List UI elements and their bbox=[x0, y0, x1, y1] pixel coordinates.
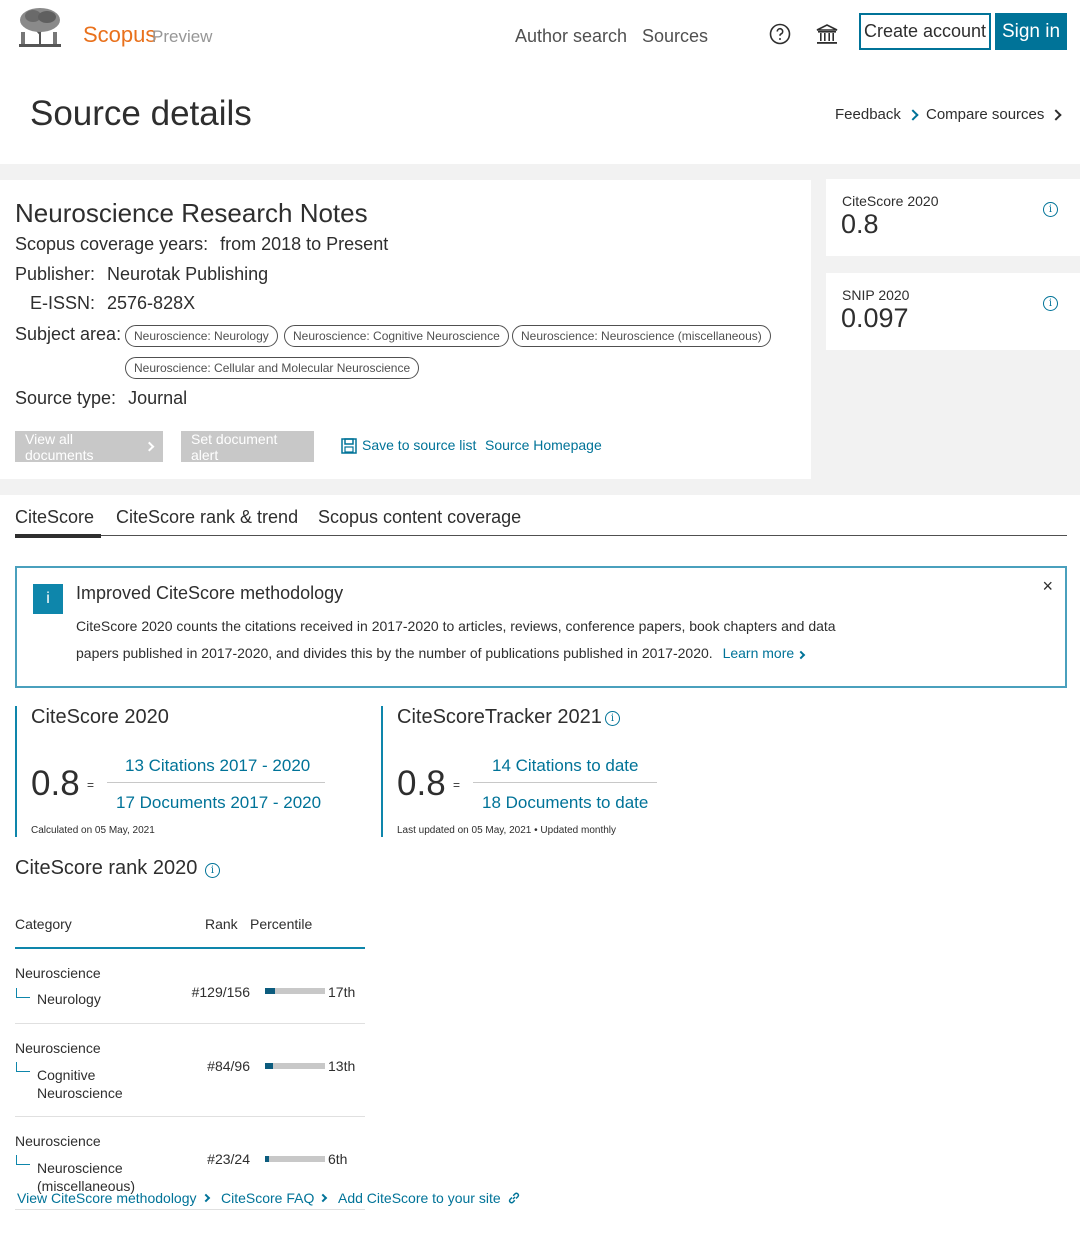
chevron-right-icon bbox=[319, 1194, 327, 1202]
tree-connector bbox=[16, 1155, 30, 1165]
fraction-line bbox=[107, 782, 325, 783]
tracker-documents-link[interactable]: 18 Documents to date bbox=[482, 793, 649, 812]
tab-citescore-rank-trend[interactable]: CiteScore rank & trend bbox=[116, 507, 299, 527]
chevron-right-icon bbox=[1051, 109, 1062, 120]
citations-link[interactable]: 13 Citations 2017 - 2020 bbox=[125, 756, 311, 775]
view-all-documents-label: View all documents bbox=[25, 430, 94, 463]
eissn-label: E-ISSN: bbox=[30, 293, 96, 313]
tree-connector bbox=[16, 1062, 30, 1072]
chevron-right-icon bbox=[145, 442, 155, 452]
citescore-metric-label: CiteScore 2020 bbox=[842, 193, 939, 209]
info-icon: i bbox=[33, 584, 63, 614]
citescore-calc-title: CiteScore 2020 bbox=[31, 706, 169, 728]
info-icon[interactable]: i bbox=[1043, 202, 1058, 217]
tracker-footnote: Last updated on 05 May, 2021 • Updated monthly bbox=[397, 825, 617, 836]
snip-metric-value: 0.097 bbox=[841, 303, 909, 333]
create-account-button[interactable]: Create account bbox=[859, 13, 991, 50]
subject-chip[interactable]: Neuroscience: Cellular and Molecular Neuroscience bbox=[125, 357, 419, 379]
percentile-bar bbox=[265, 1063, 325, 1069]
publisher-label: Publisher: bbox=[15, 264, 96, 284]
top-header bbox=[0, 0, 1080, 72]
source-homepage-link[interactable]: Source Homepage bbox=[485, 437, 602, 453]
subject-area-label: Subject area: bbox=[15, 324, 122, 344]
rank-subcategory: Neurology bbox=[37, 991, 101, 1007]
percentile-value: 13th bbox=[328, 1058, 356, 1074]
percentile-value: 6th bbox=[328, 1151, 348, 1167]
nav-author-search[interactable]: Author search bbox=[515, 26, 628, 46]
tracker-citations-link[interactable]: 14 Citations to date bbox=[492, 756, 639, 775]
learn-more-link[interactable] bbox=[723, 645, 804, 661]
percentile-fill bbox=[265, 1063, 273, 1069]
banner-text-line2 bbox=[76, 645, 804, 661]
feedback-label: Feedback bbox=[835, 106, 901, 123]
citescore-rank-title: CiteScore rank 2020 bbox=[15, 857, 198, 879]
chevron-right-icon bbox=[797, 651, 805, 659]
tab-scopus-content-coverage[interactable]: Scopus content coverage bbox=[318, 507, 522, 527]
add-citescore-link[interactable] bbox=[338, 1190, 521, 1206]
citescore-faq-link[interactable] bbox=[221, 1190, 326, 1206]
banner-title: Improved CiteScore methodology bbox=[76, 583, 344, 603]
rank-category: Neuroscience bbox=[15, 965, 101, 981]
rank-table-scroll[interactable] bbox=[15, 950, 365, 1194]
tracker-title: CiteScoreTracker 2021 bbox=[397, 706, 602, 728]
journal-title: Neuroscience Research Notes bbox=[15, 198, 368, 228]
fraction-line bbox=[473, 782, 657, 783]
tabs-divider bbox=[15, 535, 1067, 536]
compare-sources-link[interactable] bbox=[926, 106, 1060, 123]
info-icon[interactable]: i bbox=[605, 711, 620, 726]
percentile-bar bbox=[265, 1156, 325, 1162]
view-all-documents-button[interactable] bbox=[15, 431, 163, 462]
percentile-fill bbox=[265, 1156, 269, 1162]
citescore-tracker-block bbox=[381, 706, 721, 837]
save-to-source-list-link[interactable]: Save to source list bbox=[362, 437, 477, 453]
citescore-metric-value: 0.8 bbox=[841, 209, 879, 239]
rank-category: Neuroscience bbox=[15, 1133, 101, 1149]
tree-connector bbox=[16, 988, 30, 998]
active-tab-indicator bbox=[15, 534, 101, 538]
institution-icon[interactable] bbox=[815, 22, 839, 46]
percentile-value: 17th bbox=[328, 984, 356, 1000]
table-row bbox=[15, 1024, 365, 1117]
scopus-brand[interactable]: Scopus bbox=[83, 22, 157, 47]
subject-chip[interactable]: Neuroscience: Cognitive Neuroscience bbox=[284, 325, 509, 347]
elsevier-logo-icon[interactable] bbox=[15, 6, 65, 50]
banner-text-line1: CiteScore 2020 counts the citations received in 2017-2020 to articles, reviews, conference papers, book chapters and data bbox=[76, 618, 836, 634]
sign-in-button[interactable]: Sign in bbox=[995, 13, 1067, 50]
learn-more-label: Learn more bbox=[722, 645, 795, 661]
feedback-link[interactable] bbox=[835, 106, 917, 123]
add-citescore-label: Add CiteScore to your site bbox=[338, 1190, 501, 1206]
close-icon[interactable]: × bbox=[1042, 576, 1053, 596]
set-document-alert-button[interactable]: Set document alert bbox=[181, 431, 314, 462]
column-header-percentile: Percentile bbox=[250, 916, 313, 932]
coverage-value: from 2018 to Present bbox=[220, 234, 389, 254]
column-header-category: Category bbox=[15, 916, 72, 932]
rank-subcategory: Cognitive Neuroscience bbox=[37, 1067, 123, 1101]
link-icon bbox=[507, 1191, 521, 1205]
percentile-bar bbox=[265, 988, 325, 994]
view-methodology-label: View CiteScore methodology bbox=[17, 1190, 197, 1206]
source-type-value: Journal bbox=[128, 388, 188, 408]
tab-citescore[interactable]: CiteScore bbox=[15, 507, 95, 527]
citescore-metric-card bbox=[826, 179, 1080, 256]
help-icon[interactable] bbox=[768, 22, 792, 46]
citescore-faq-label: CiteScore FAQ bbox=[221, 1190, 315, 1206]
banner-text-line2-body: papers published in 2017-2020, and divides this by the number of publications published in 2017-2020. bbox=[76, 645, 713, 661]
rank-value: #23/24 bbox=[207, 1151, 250, 1167]
subject-chip[interactable]: Neuroscience: Neurology bbox=[125, 325, 278, 347]
citescore-calc-footnote: Calculated on 05 May, 2021 bbox=[31, 825, 155, 836]
rank-subcategory: Neuroscience (miscellaneous) bbox=[37, 1160, 136, 1194]
methodology-info-banner bbox=[15, 566, 1067, 688]
publisher-value: Neurotak Publishing bbox=[107, 264, 269, 284]
subject-chip[interactable]: Neuroscience: Neuroscience (miscellaneous) bbox=[512, 325, 771, 347]
equals-sign: = bbox=[453, 778, 461, 792]
column-header-rank: Rank bbox=[205, 916, 238, 932]
chevron-right-icon bbox=[907, 109, 918, 120]
rank-value: #84/96 bbox=[207, 1058, 250, 1074]
rank-value: #129/156 bbox=[191, 984, 250, 1000]
view-methodology-link[interactable] bbox=[17, 1190, 209, 1206]
snip-metric-card bbox=[826, 273, 1080, 350]
eissn bbox=[30, 293, 195, 314]
save-list-icon[interactable] bbox=[341, 438, 357, 454]
equals-sign: = bbox=[87, 778, 95, 792]
source-type bbox=[15, 388, 187, 409]
compare-sources-label: Compare sources bbox=[926, 106, 1045, 123]
documents-link[interactable]: 17 Documents 2017 - 2020 bbox=[116, 793, 322, 812]
table-row bbox=[15, 950, 365, 1024]
page-title: Source details bbox=[30, 94, 252, 133]
nav-sources[interactable]: Sources bbox=[642, 26, 709, 46]
coverage-years bbox=[15, 234, 388, 255]
percentile-fill bbox=[265, 988, 275, 994]
snip-metric-label: SNIP 2020 bbox=[842, 287, 910, 303]
eissn-value: 2576-828X bbox=[107, 293, 196, 313]
chevron-right-icon bbox=[201, 1194, 209, 1202]
table-header-divider bbox=[15, 947, 365, 949]
info-icon[interactable]: i bbox=[205, 863, 220, 878]
source-type-label: Source type: bbox=[15, 388, 117, 408]
coverage-label: Scopus coverage years: bbox=[15, 234, 209, 254]
citescore-calc-block bbox=[15, 706, 355, 837]
tracker-value: 0.8 bbox=[397, 764, 446, 803]
publisher bbox=[15, 264, 268, 285]
scopus-preview-label: Preview bbox=[152, 27, 213, 46]
info-icon[interactable]: i bbox=[1043, 296, 1058, 311]
rank-category: Neuroscience bbox=[15, 1040, 101, 1056]
citescore-calc-value: 0.8 bbox=[31, 764, 80, 803]
